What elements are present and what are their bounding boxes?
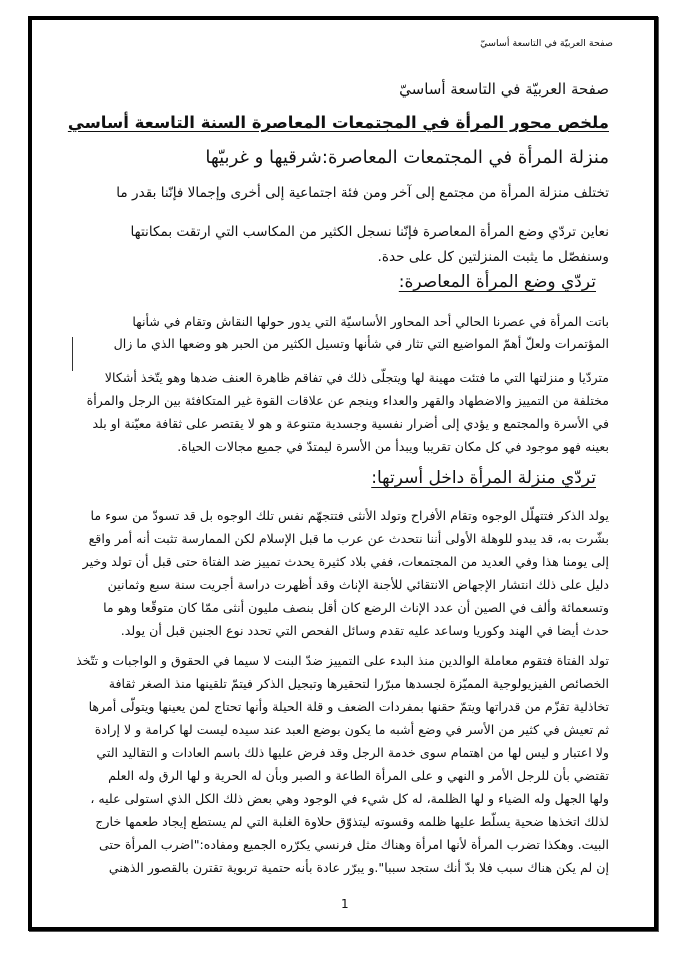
- paragraph-line: متردّيا و منزلتها التي ما فتئت مهينة لها ويتجلّى ذلك في تفاقم ظاهرة العنف ضدها وهو يتّخذ أشكالا: [104, 370, 609, 385]
- paragraph-line: ولا اعتبار و ليس لها من اهتمام سوى خدمة الرجل وقد فرض عليها ذلك باسم العادات و التقاليد التي: [96, 745, 609, 760]
- text-cursor: [72, 337, 73, 371]
- heading-women-status-decline: تردّي وضع المرأة المعاصرة:: [398, 272, 596, 292]
- paragraph-line: دليل على ذلك انتشار الإجهاض الانتقائي للأجنة الإناث وقد أظهرت دراسة أجريت سنة سبع وثمانين: [107, 577, 609, 592]
- paragraph-line: ولها الجهل وله الضياء و لها الظلمة، له كل شيء في الوجود وهي بعض ذلك الكل الذي استولى عليه ،: [90, 791, 609, 806]
- paragraph-line: مختلفة من التمييز والاضطهاد والقهر والعداء وينجم عن علاقات القوة غير المتكافئة بين الرجل والمرأة: [86, 393, 609, 408]
- document-main-title: ملخص محور المرأة في المجتمعات المعاصرة السنة التاسعة أساسي: [67, 113, 609, 132]
- paragraph-line: بشّرت به، قد يبدو للوهلة الأولى أننا نتحدث عن عرب ما قبل الإسلام لكن الممارسة تثبت أنه أمر واقع: [88, 531, 609, 546]
- intro-line: نعاين تردّي وضع المرأة المعاصرة فإنّنا نسجل الكثير من المكاسب التي ارتقت بمكانتها: [130, 224, 609, 240]
- paragraph-line: لذلك اتخذها ضحية يسلّط عليها ظلمه وقسوته ليتذوّق حلاوة الغلبة التي لم يستطع إيجاد طعمها خارج: [95, 814, 609, 829]
- paragraph-line: يولد الذكر فتتهلّل الوجوه وتقام الأفراح وتولد الأنثى فتتجهّم نفس تلك الوجوه بل قد تسودّ من سوء ما: [90, 508, 609, 523]
- paragraph-line: المؤتمرات ولعلّ أهمّ المواضيع التي تثار في شأنها وتسيل الكثير من الحبر هو وضعها الذي ما زال: [113, 336, 609, 351]
- paragraph-line: باتت المرأة في عصرنا الحالي أحد المحاور الأساسيّة التي يدور حولها النقاش وتقام في شأنها: [132, 314, 609, 329]
- section-heading: منزلة المرأة في المجتمعات المعاصرة:شرقيها و غربيّها: [205, 147, 609, 168]
- paragraph-line: ثم تعيش في كثير من الأسر في وضع أشبه ما يكون بوضع العبد عند سيده ليست لها كرامة و لا إرادة: [94, 722, 609, 737]
- paragraph-line: حدث أيضا في الهند وكوريا وساعد عليه تقدم وسائل الفحص التي تحدد نوع الجنين قبل أن يولد.: [120, 623, 609, 638]
- page-number: 1: [341, 897, 349, 911]
- document-subtitle: صفحة العربيّة في التاسعة أساسيّ: [399, 80, 609, 98]
- paragraph-line: تخاذلية تقزّم من قدراتها ويتمّ حقنها بمفردات الضعف و قلة الحيلة وأنها تحتاج لمن يعينها ويتولّى أمرها: [88, 699, 609, 714]
- paragraph-line: البيت. وهكذا تضرب المرأة لأنها امرأة وهناك مثل فرنسي يكرّره الجميع ومفاده:"اضرب المرأة حتى: [98, 837, 609, 852]
- paragraph-line: في الأسرة والمجتمع و يؤدي إلى أضرار نفسية وجسدية متنوعة و هو لا يقتصر على ثقافة معيّنة او بلد: [92, 416, 609, 431]
- running-header: صفحة العربيّة في التاسعة أساسيّ: [480, 38, 613, 49]
- paragraph-line: إن لم يكن هناك سبب فلا بدّ أنك ستجد سببا".و يبرّر عادة بأنه حتمية تربوية تقترن بالقصور الذهني: [108, 860, 609, 875]
- heading-family-status: تردّي منزلة المرأة داخل أسرتها:: [371, 468, 596, 488]
- paragraph-line: تولد الفتاة فتقوم معاملة الوالدين منذ البدء على التمييز ضدّ البنت لا سيما في الحقوق و الواجبات و تتّخذ: [76, 653, 609, 668]
- paragraph-line: وتسعمائة وألف في الصين أن عدد الإناث الرضع كان أقل بنصف مليون أنثى ممّا كان متوقّعا وهو ما: [103, 600, 609, 615]
- intro-line: وسنفصّل ما يثبت المنزلتين كل على حدة.: [377, 249, 609, 265]
- paragraph-line: تقتضي بأن للرجل الأمر و النهي و على المرأة الطاعة و الصبر وبأن له الحرية و لها الرق وله العلم: [108, 768, 609, 783]
- intro-line: تختلف منزلة المرأة من مجتمع إلى آخر ومن فئة اجتماعية إلى أخرى وإجمالا فإنّنا بقدر ما: [116, 185, 609, 201]
- paragraph-line: بعينه فهو موجود في كل مكان تقريبا ويبدأ من الأسرة ليمتدّ في جميع مجالات الحياة.: [177, 439, 609, 454]
- paragraph-line: إلى يومنا هذا وفي العديد من المجتمعات، ففي بلاد كثيرة يحدث تمييز ضد الفتاة حتى قبل أن تولد وخير: [82, 554, 609, 569]
- paragraph-line: الخصائص الفيزيولوجية المميّزة لجسدها مبرّرا لتحقيرها وتبجيل الذكر فيتمّ تلقينها منذ الصغر ثقافة: [108, 676, 609, 691]
